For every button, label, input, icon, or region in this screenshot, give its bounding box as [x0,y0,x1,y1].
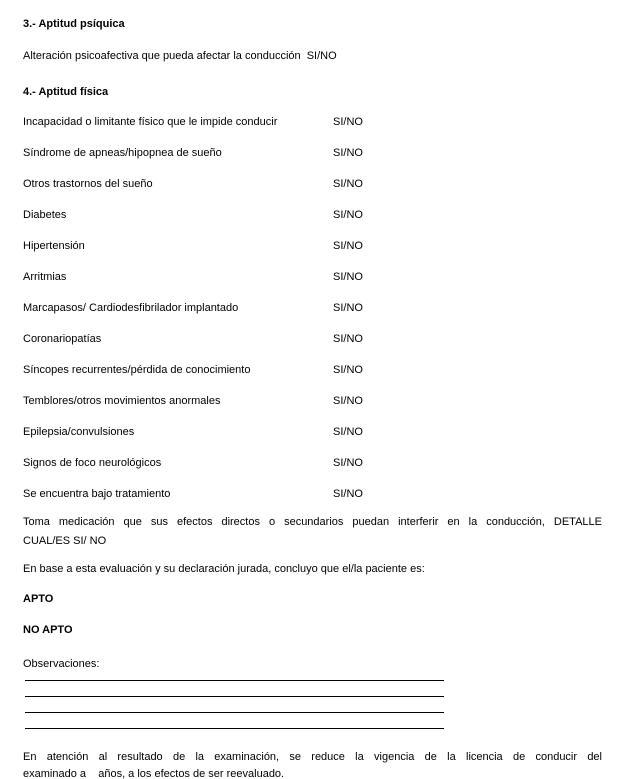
condition-row [23,487,602,501]
condition-sino[interactable]: SI/NO [333,488,363,500]
conclusion-statement: En base a esta evaluación y su declaración jurada, concluyo que el/la paciente es: [23,563,425,575]
condition-sino[interactable]: SI/NO [333,209,363,221]
condition-sino[interactable]: SI/NO [333,333,363,345]
psychic-statement-row [23,49,602,63]
condition-sino[interactable]: SI/NO [333,178,363,190]
section-4-heading: 4.- Aptitud física [23,86,109,98]
observations-write-line[interactable] [25,671,444,681]
psychic-statement-label: Alteración psicoafectiva que pueda afectar la conducción [23,50,301,62]
condition-row [23,363,602,377]
condition-sino[interactable]: SI/NO [333,240,363,252]
validity-paragraph-line1: En atención al resultado de la examinación, se reduce la vigencia de la licencia de conducir del [23,751,602,763]
condition-label: Síncopes recurrentes/pérdida de conocimiento [23,364,251,376]
observations-write-line[interactable] [25,697,444,713]
observations-write-line[interactable] [25,713,444,729]
condition-label: Marcapasos/ Cardiodesfibrilador implantado [23,302,239,314]
section-3-heading: 3.- Aptitud psíquica [23,18,125,30]
condition-row [23,425,602,439]
condition-label: Temblores/otros movimientos anormales [23,395,221,407]
condition-label: Se encuentra bajo tratamiento [23,488,171,500]
condition-sino[interactable]: SI/NO [333,271,363,283]
observations-label: Observaciones: [23,658,100,670]
condition-row [23,456,602,470]
condition-label: Otros trastornos del sueño [23,178,153,190]
medication-statement-line1: Toma medicación que sus efectos directos o secundarios puedan interferir en la conducción, DETALLE [23,516,602,528]
condition-row [23,177,602,191]
condition-label: Incapacidad o limitante físico que le impide conducir [23,116,278,128]
condition-sino[interactable]: SI/NO [333,426,363,438]
condition-row [23,332,602,346]
condition-row [23,239,602,253]
condition-label: Arritmias [23,271,67,283]
condition-label: Síndrome de apneas/hipopnea de sueño [23,147,222,159]
condition-sino[interactable]: SI/NO [333,395,363,407]
medication-cuales-label: CUAL/ES [23,535,71,547]
condition-row [23,208,602,222]
psychic-statement-sino[interactable]: SI/NO [306,50,337,62]
condition-label: Epilepsia/convulsiones [23,426,135,438]
observations-write-line[interactable] [25,681,444,697]
condition-label: Signos de foco neurológicos [23,457,162,469]
condition-row [23,394,602,408]
result-apto-option[interactable]: APTO [23,593,54,605]
validity-paragraph-line2: examinado a años, a los efectos de ser reevaluado. [23,768,285,779]
result-no-apto-option[interactable]: NO APTO [23,624,73,636]
condition-label: Coronariopatías [23,333,102,345]
condition-sino[interactable]: SI/NO [333,364,363,376]
condition-label: Diabetes [23,209,67,221]
condition-sino[interactable]: SI/NO [333,457,363,469]
condition-row [23,115,602,129]
condition-row [23,270,602,284]
condition-sino[interactable]: SI/NO [333,302,363,314]
validity-reduction-paragraph [23,749,602,779]
condition-sino[interactable]: SI/NO [333,147,363,159]
condition-row [23,146,602,160]
medication-sino[interactable]: SI/ NO [73,535,107,547]
condition-label: Hipertensión [23,240,85,252]
condition-row [23,301,602,315]
medication-statement-line2 [23,533,602,550]
condition-sino[interactable]: SI/NO [333,116,363,128]
